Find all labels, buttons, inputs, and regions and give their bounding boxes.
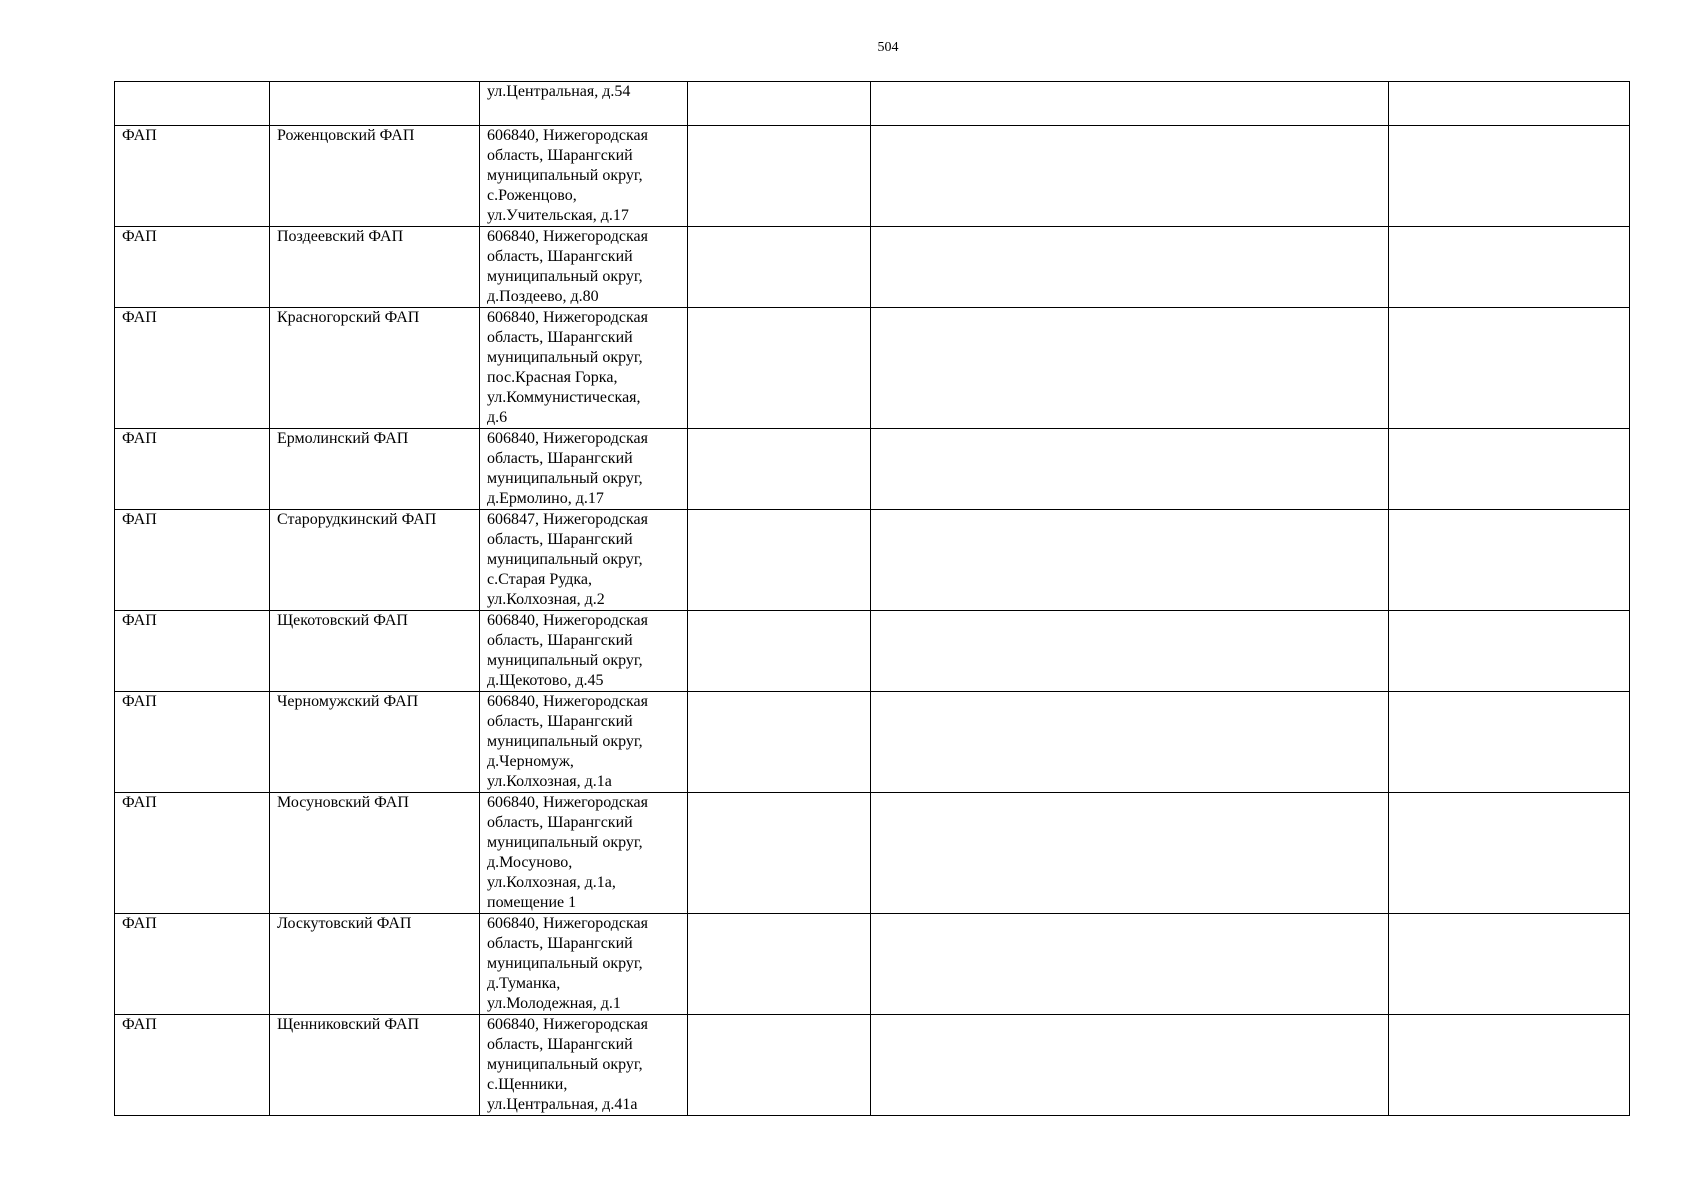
empty-cell: [688, 308, 871, 429]
empty-cell: [1389, 308, 1630, 429]
empty-cell: [871, 793, 1389, 914]
facility-name-cell: Мосуновский ФАП: [270, 793, 480, 914]
facility-name-cell: Щекотовский ФАП: [270, 611, 480, 692]
address-line: область, Шарангский: [487, 1036, 633, 1053]
facility-type-cell: ФАП: [115, 126, 270, 227]
facility-address-cell: [480, 914, 688, 1015]
empty-cell: [1389, 227, 1630, 308]
address-line: д.Ермолино, д.17: [487, 490, 604, 507]
empty-cell: [871, 82, 1389, 126]
table-row: [115, 126, 1630, 227]
facility-address-cell: [480, 227, 688, 308]
address-line: муниципальный округ,: [487, 1056, 643, 1073]
facility-name-cell: Ермолинский ФАП: [270, 429, 480, 510]
empty-cell: [688, 1015, 871, 1116]
address-line: ул.Колхозная, д.1а: [487, 773, 612, 790]
facility-type-cell: ФАП: [115, 692, 270, 793]
facility-address-cell: [480, 692, 688, 793]
facility-type-cell: ФАП: [115, 510, 270, 611]
facility-address-cell: [480, 1015, 688, 1116]
table-row: [115, 793, 1630, 914]
address-line: область, Шарангский: [487, 713, 633, 730]
empty-cell: [688, 611, 871, 692]
address-line: д.Поздеево, д.80: [487, 288, 599, 305]
address-line: помещение 1: [487, 894, 577, 911]
empty-cell: [688, 692, 871, 793]
address-line: с.Щенники,: [487, 1076, 568, 1093]
facility-table: [114, 81, 1630, 1116]
facility-name-cell: Поздеевский ФАП: [270, 227, 480, 308]
address-line: область, Шарангский: [487, 248, 633, 265]
address-line: муниципальный округ,: [487, 652, 643, 669]
facility-name-cell: Старорудкинский ФАП: [270, 510, 480, 611]
empty-cell: [1389, 1015, 1630, 1116]
address-line: область, Шарангский: [487, 450, 633, 467]
table-row: [115, 82, 1630, 126]
address-line: область, Шарангский: [487, 531, 633, 548]
empty-cell: [688, 82, 871, 126]
address-line: ул.Колхозная, д.1а,: [487, 874, 616, 891]
address-line: пос.Красная Горка,: [487, 369, 618, 386]
empty-cell: [871, 227, 1389, 308]
facility-address-cell: [480, 82, 688, 126]
empty-cell: [871, 510, 1389, 611]
address-line: 606840, Нижегородская: [487, 915, 648, 932]
facility-address-cell: [480, 611, 688, 692]
empty-cell: [688, 510, 871, 611]
empty-cell: [688, 429, 871, 510]
address-line: муниципальный округ,: [487, 834, 643, 851]
facility-type-cell: ФАП: [115, 429, 270, 510]
address-line: ул.Молодежная, д.1: [487, 995, 621, 1012]
address-line: 606840, Нижегородская: [487, 309, 648, 326]
facility-name-cell: Черномужский ФАП: [270, 692, 480, 793]
address-line: 606840, Нижегородская: [487, 127, 648, 144]
table-row: [115, 914, 1630, 1015]
address-line: область, Шарангский: [487, 632, 633, 649]
table-row: [115, 1015, 1630, 1116]
address-line: д.Мосуново,: [487, 854, 573, 871]
address-line: 606840, Нижегородская: [487, 612, 648, 629]
address-line: ул.Центральная, д.54: [487, 83, 631, 100]
address-line: муниципальный округ,: [487, 551, 643, 568]
empty-cell: [871, 611, 1389, 692]
empty-cell: [1389, 126, 1630, 227]
address-line: 606840, Нижегородская: [487, 693, 648, 710]
empty-cell: [1389, 793, 1630, 914]
facility-address-cell: [480, 126, 688, 227]
address-line: муниципальный округ,: [487, 268, 643, 285]
facility-type-cell: ФАП: [115, 1015, 270, 1116]
empty-cell: [871, 429, 1389, 510]
facility-name-cell: Лоскутовский ФАП: [270, 914, 480, 1015]
empty-cell: [871, 126, 1389, 227]
facility-name-cell: Красногорский ФАП: [270, 308, 480, 429]
address-line: муниципальный округ,: [487, 167, 643, 184]
address-line: ул.Центральная, д.41а: [487, 1096, 638, 1113]
empty-cell: [1389, 510, 1630, 611]
address-line: муниципальный округ,: [487, 349, 643, 366]
address-line: область, Шарангский: [487, 935, 633, 952]
address-line: 606847, Нижегородская: [487, 511, 648, 528]
empty-cell: [688, 227, 871, 308]
facility-type-cell: ФАП: [115, 611, 270, 692]
facility-name-cell: Щенниковский ФАП: [270, 1015, 480, 1116]
facility-type-cell: [115, 82, 270, 126]
empty-cell: [1389, 692, 1630, 793]
table-row: [115, 429, 1630, 510]
address-line: ул.Колхозная, д.2: [487, 591, 605, 608]
facility-name-cell: Роженцовский ФАП: [270, 126, 480, 227]
empty-cell: [871, 308, 1389, 429]
empty-cell: [871, 914, 1389, 1015]
page-number: 504: [877, 40, 899, 55]
empty-cell: [871, 1015, 1389, 1116]
address-line: ул.Учительская, д.17: [487, 207, 629, 224]
address-line: область, Шарангский: [487, 814, 633, 831]
empty-cell: [871, 692, 1389, 793]
empty-cell: [1389, 914, 1630, 1015]
address-line: муниципальный округ,: [487, 733, 643, 750]
address-line: д.Туманка,: [487, 975, 561, 992]
address-line: область, Шарангский: [487, 147, 633, 164]
address-line: д.Щекотово, д.45: [487, 672, 604, 689]
table-row: [115, 227, 1630, 308]
table-row: [115, 510, 1630, 611]
address-line: 606840, Нижегородская: [487, 430, 648, 447]
address-line: муниципальный округ,: [487, 955, 643, 972]
facility-type-cell: ФАП: [115, 793, 270, 914]
facility-table-body: [115, 82, 1630, 1116]
address-line: область, Шарангский: [487, 329, 633, 346]
empty-cell: [1389, 82, 1630, 126]
facility-type-cell: ФАП: [115, 914, 270, 1015]
facility-address-cell: [480, 308, 688, 429]
empty-cell: [688, 126, 871, 227]
address-line: с.Старая Рудка,: [487, 571, 592, 588]
address-line: с.Роженцово,: [487, 187, 577, 204]
facility-name-cell: [270, 82, 480, 126]
empty-cell: [688, 914, 871, 1015]
table-row: [115, 308, 1630, 429]
facility-type-cell: ФАП: [115, 308, 270, 429]
address-line: 606840, Нижегородская: [487, 228, 648, 245]
empty-cell: [688, 793, 871, 914]
facility-address-cell: [480, 429, 688, 510]
empty-cell: [1389, 611, 1630, 692]
facility-address-cell: [480, 510, 688, 611]
address-line: д.6: [487, 409, 508, 426]
address-line: 606840, Нижегородская: [487, 1016, 648, 1033]
address-line: муниципальный округ,: [487, 470, 643, 487]
address-line: д.Черномуж,: [487, 753, 574, 770]
facility-address-cell: [480, 793, 688, 914]
address-line: ул.Коммунистическая,: [487, 389, 641, 406]
table-row: [115, 692, 1630, 793]
address-line: 606840, Нижегородская: [487, 794, 648, 811]
table-row: [115, 611, 1630, 692]
facility-type-cell: ФАП: [115, 227, 270, 308]
empty-cell: [1389, 429, 1630, 510]
